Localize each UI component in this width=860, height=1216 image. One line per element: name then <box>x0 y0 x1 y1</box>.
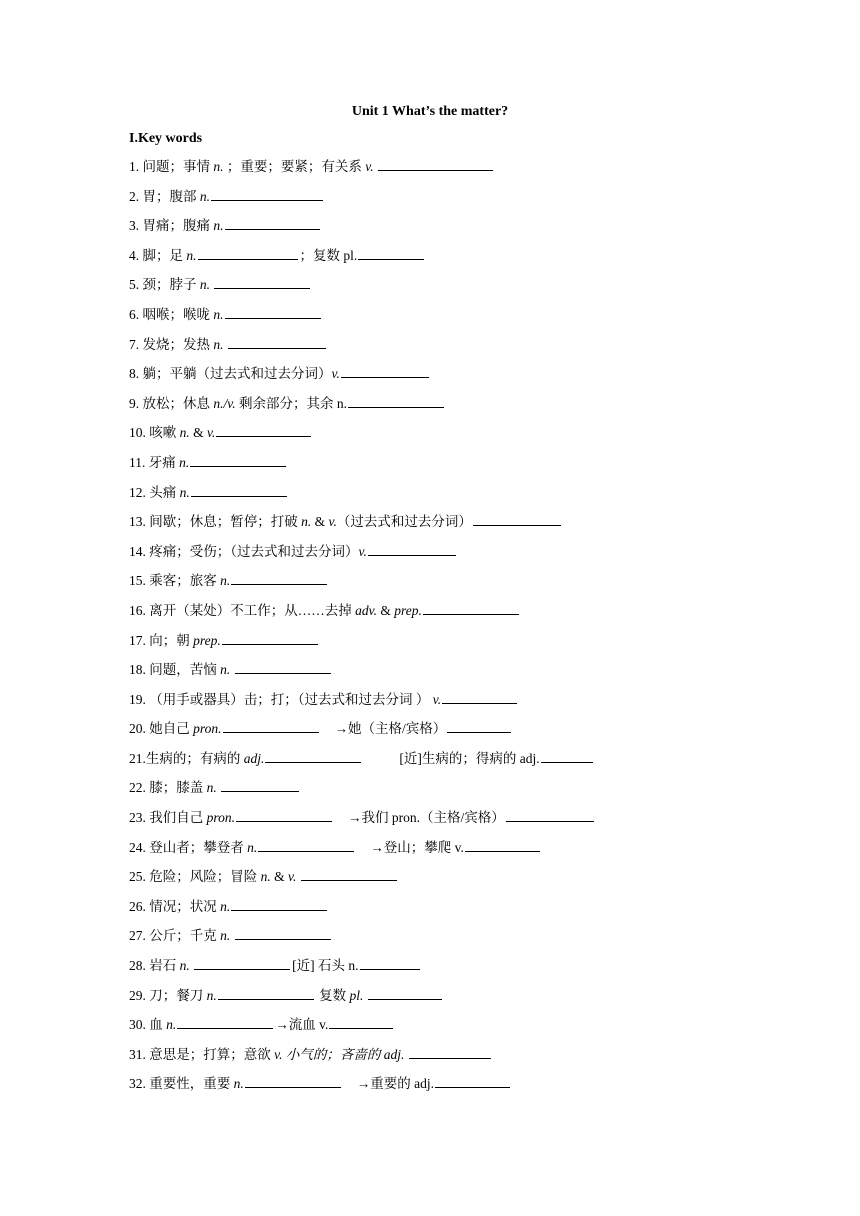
item-text: 22. 膝；膝盖 <box>129 780 207 796</box>
item-text: →她（主格/宾格） <box>334 721 447 737</box>
part-of-speech: pl. <box>349 987 364 1003</box>
key-word-item <box>129 748 749 778</box>
answer-blank[interactable] <box>435 1073 510 1088</box>
part-of-speech: prep. <box>193 632 221 648</box>
key-word-item <box>129 274 749 304</box>
item-text: 8. 躺；平躺（过去式和过去分词） <box>129 366 332 382</box>
answer-blank[interactable] <box>236 807 332 822</box>
part-of-speech: v. <box>274 1046 283 1062</box>
key-word-item <box>129 600 749 630</box>
part-of-speech: n. <box>213 336 224 352</box>
answer-blank[interactable] <box>258 837 354 852</box>
answer-blank[interactable] <box>423 600 519 615</box>
key-word-item <box>129 630 749 660</box>
item-text <box>224 337 227 352</box>
item-text <box>210 277 213 292</box>
part-of-speech: n. <box>220 928 231 944</box>
item-text: 14. 疼痛；受伤；（过去式和过去分词） <box>129 543 359 559</box>
item-text: （过去式和过去分词） <box>336 514 472 530</box>
item-text <box>374 159 377 174</box>
answer-blank[interactable] <box>245 1073 341 1088</box>
item-text: 32. 重要性，重要 <box>129 1076 234 1092</box>
answer-blank[interactable] <box>368 541 456 556</box>
item-text: 12. 头痛 <box>129 484 180 500</box>
part-of-speech: n. <box>220 898 231 914</box>
answer-blank[interactable] <box>368 985 442 1000</box>
item-text: [近] 石头 n. <box>292 958 359 974</box>
item-text: 16. 离开（某处）不工作；从……去掉 <box>129 602 356 618</box>
item-text: 1. 问题；事情 <box>129 159 214 174</box>
item-text: 7. 发烧；发热 <box>129 336 214 352</box>
part-of-speech: adv. <box>355 602 377 618</box>
answer-blank[interactable] <box>218 985 314 1000</box>
item-text: & <box>377 602 395 618</box>
answer-blank[interactable] <box>211 186 323 201</box>
answer-blank[interactable] <box>198 245 298 260</box>
item-text <box>230 662 233 677</box>
answer-blank[interactable] <box>221 777 299 792</box>
key-word-item <box>129 985 749 1015</box>
answer-blank[interactable] <box>228 334 326 349</box>
item-text: 27. 公斤；千克 <box>129 928 221 944</box>
part-of-speech: n. <box>166 1017 177 1033</box>
key-word-item <box>129 156 749 186</box>
key-word-item <box>129 1073 749 1103</box>
key-word-item <box>129 304 749 334</box>
item-text: 30. 血 <box>129 1017 167 1033</box>
item-text: 11. 牙痛 <box>129 454 180 470</box>
answer-blank[interactable] <box>329 1014 393 1029</box>
item-text: 25. 危险；风险；冒险 <box>129 869 261 885</box>
key-word-item <box>129 896 749 926</box>
part-of-speech: n. <box>206 987 217 1003</box>
answer-blank[interactable] <box>235 659 331 674</box>
part-of-speech: n. <box>199 277 210 293</box>
answer-blank[interactable] <box>378 156 493 171</box>
key-word-item <box>129 777 749 807</box>
part-of-speech: n. <box>179 425 190 441</box>
key-word-item <box>129 955 749 985</box>
item-text: →我们 pron.（主格/宾格） <box>348 810 505 826</box>
answer-blank[interactable] <box>358 245 424 260</box>
part-of-speech: v. <box>331 366 340 382</box>
answer-blank[interactable] <box>341 363 429 378</box>
item-text <box>404 1047 407 1062</box>
key-word-item <box>129 452 749 482</box>
key-word-item <box>129 186 749 216</box>
part-of-speech: v. <box>288 869 297 885</box>
item-text: 4. 脚；足 <box>129 247 187 263</box>
answer-blank[interactable] <box>214 274 310 289</box>
part-of-speech: n. <box>206 780 217 796</box>
key-word-item <box>129 866 749 896</box>
answer-blank[interactable] <box>442 689 517 704</box>
key-word-item <box>129 393 749 423</box>
part-of-speech: 小气的；吝啬的 adj. <box>285 1046 405 1062</box>
key-word-item <box>129 689 749 719</box>
part-of-speech: n. <box>213 306 224 322</box>
part-of-speech: n. <box>199 188 210 204</box>
item-text: 29. 刀；餐刀 <box>129 987 207 1003</box>
item-text: 24. 登山者；攀登者 <box>129 839 248 855</box>
key-word-item <box>129 718 749 748</box>
item-text: 28. 岩石 <box>129 958 180 974</box>
answer-blank[interactable] <box>231 570 327 585</box>
key-word-item <box>129 807 749 837</box>
answer-blank[interactable] <box>409 1044 491 1059</box>
item-text: →登山；攀爬 v. <box>370 839 464 855</box>
part-of-speech: n. <box>301 514 312 530</box>
answer-blank[interactable] <box>222 630 318 645</box>
part-of-speech: n. <box>247 839 258 855</box>
section-heading: I.Key words <box>129 131 203 146</box>
item-text: 21.生病的；有病的 <box>129 750 244 766</box>
part-of-speech: pron. <box>193 721 222 737</box>
part-of-speech: v. <box>365 159 374 174</box>
key-word-item <box>129 1044 749 1074</box>
part-of-speech: n. <box>220 662 231 678</box>
answer-blank[interactable] <box>216 422 311 437</box>
answer-blank[interactable] <box>225 304 321 319</box>
item-text: ；重要；要紧；有关系 <box>223 159 366 174</box>
key-word-item <box>129 1014 749 1044</box>
item-text: 17. 向；朝 <box>129 632 194 648</box>
item-text: 9. 放松；休息 <box>129 395 214 411</box>
part-of-speech: n. <box>233 1076 244 1092</box>
part-of-speech: v. <box>207 425 216 441</box>
part-of-speech: n. <box>213 159 224 174</box>
part-of-speech: n. <box>213 218 224 234</box>
part-of-speech: n. <box>186 247 197 263</box>
item-text: 复数 <box>315 987 350 1003</box>
part-of-speech: n./v. <box>213 395 236 411</box>
answer-blank[interactable] <box>177 1014 273 1029</box>
key-word-item <box>129 245 749 275</box>
part-of-speech: pron. <box>206 810 236 826</box>
answer-blank[interactable] <box>447 718 511 733</box>
item-text: 15. 乘客；旅客 <box>129 573 221 589</box>
answer-blank[interactable] <box>235 925 331 940</box>
key-word-item <box>129 659 749 689</box>
key-word-item <box>129 837 749 867</box>
item-text: →流血 v. <box>275 1017 329 1033</box>
item-text: 23. 我们自己 <box>129 810 207 826</box>
part-of-speech: n. <box>260 869 271 885</box>
part-of-speech: adj. <box>243 750 265 766</box>
item-text <box>217 780 220 795</box>
item-text: 6. 咽喉；喉咙 <box>129 306 214 322</box>
item-text: [近]生病的；得病的 adj. <box>399 750 540 766</box>
part-of-speech: prep. <box>394 602 422 618</box>
key-word-item <box>129 215 749 245</box>
item-text: & <box>311 514 329 530</box>
item-text: 26. 情况；状况 <box>129 898 221 914</box>
part-of-speech: v. <box>432 691 442 707</box>
item-text: 31. 意思是；打算；意欲 <box>129 1046 275 1062</box>
item-text: & <box>189 425 208 441</box>
item-text <box>190 958 193 973</box>
item-text: 剩余部分；其余 n. <box>235 395 347 411</box>
key-word-item <box>129 482 749 512</box>
item-text: 19. （用手或器具）击；打；（过去式和过去分词 ） <box>129 691 433 707</box>
key-words-list <box>129 156 749 1103</box>
item-text <box>296 869 299 884</box>
key-word-item <box>129 511 749 541</box>
item-text: ；复数 pl. <box>299 247 358 263</box>
part-of-speech: n. <box>179 454 190 470</box>
item-text: 20. 她自己 <box>129 721 194 737</box>
answer-blank[interactable] <box>190 452 286 467</box>
answer-blank[interactable] <box>541 748 593 763</box>
answer-blank[interactable] <box>225 215 320 230</box>
answer-blank[interactable] <box>348 393 444 408</box>
key-word-item <box>129 422 749 452</box>
answer-blank[interactable] <box>473 511 561 526</box>
answer-blank[interactable] <box>231 896 327 911</box>
item-text <box>363 988 366 1003</box>
answer-blank[interactable] <box>301 866 397 881</box>
item-text: →重要的 adj. <box>356 1076 434 1092</box>
item-text: 3. 胃痛；腹痛 <box>129 218 214 234</box>
part-of-speech: v. <box>358 543 367 559</box>
answer-blank[interactable] <box>265 748 361 763</box>
item-text: 10. 咳嗽 <box>129 425 180 441</box>
key-word-item <box>129 363 749 393</box>
item-text <box>230 928 233 943</box>
item-text: 13. 间歇；休息；暂停；打破 <box>129 514 302 530</box>
part-of-speech: n. <box>179 484 190 500</box>
key-word-item <box>129 541 749 571</box>
answer-blank[interactable] <box>506 807 594 822</box>
answer-blank[interactable] <box>360 955 420 970</box>
part-of-speech: v. <box>328 514 337 530</box>
item-text: 5. 颈；脖子 <box>129 277 200 293</box>
page-title: Unit 1 What’s the matter? <box>351 104 509 119</box>
key-word-item <box>129 334 749 364</box>
answer-blank[interactable] <box>194 955 290 970</box>
item-text: & <box>270 869 289 885</box>
answer-blank[interactable] <box>191 482 287 497</box>
answer-blank[interactable] <box>223 718 319 733</box>
part-of-speech: n. <box>220 573 231 589</box>
part-of-speech: n. <box>179 958 190 974</box>
key-word-item <box>129 925 749 955</box>
item-text: 2. 胃；腹部 <box>129 188 200 204</box>
item-text: 18. 问题，苦恼 <box>129 662 221 678</box>
key-word-item <box>129 570 749 600</box>
answer-blank[interactable] <box>465 837 540 852</box>
